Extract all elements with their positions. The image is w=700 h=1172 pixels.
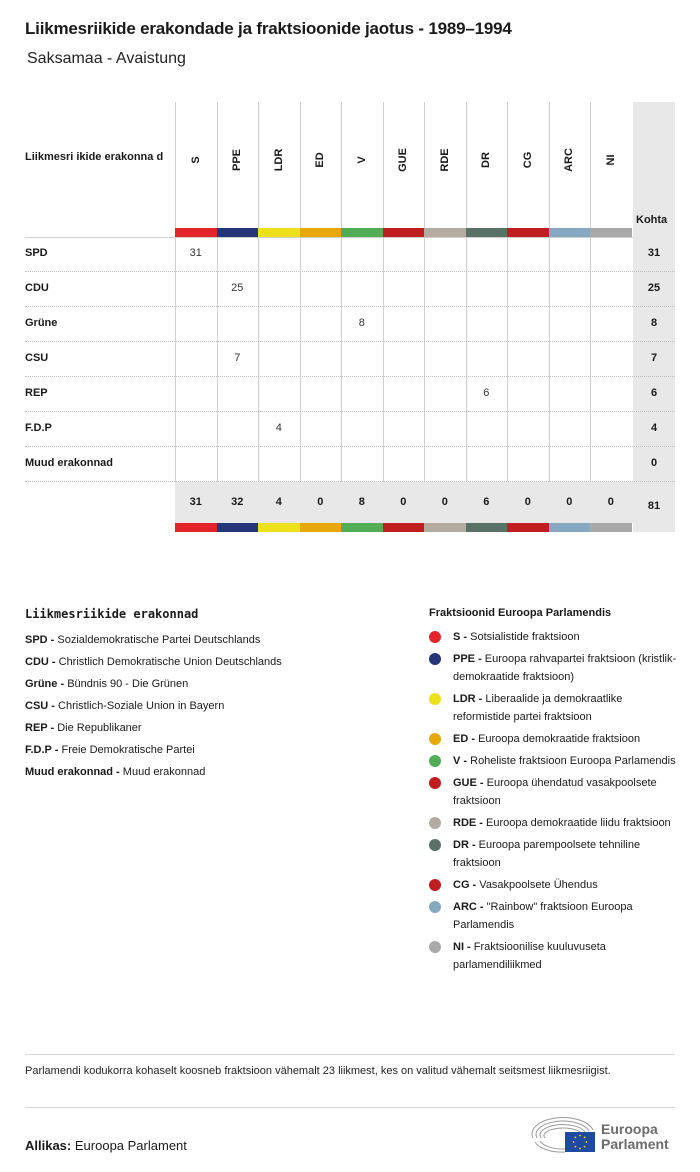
group-color-bar (383, 228, 425, 237)
group-legend-item: DR - Euroopa parempoolsete tehniline fraktsioon (429, 836, 679, 872)
group-color-bar (549, 228, 591, 237)
group-legend-item: PPE - Euroopa rahvapartei fraktsioon (kristlik-demokraatide fraktsioon) (429, 650, 679, 686)
group-legend-title: Fraktsioonid Euroopa Parlamendis (429, 607, 612, 619)
column-header-rde: RDE (438, 148, 451, 172)
table-cell: 25 (231, 282, 244, 294)
group-color-bar (175, 228, 217, 237)
column-header-ldr: LDR (272, 148, 285, 172)
table-row (25, 237, 675, 272)
logo-text: Euroopa Parlament (601, 1121, 669, 1152)
column-total: 0 (607, 496, 614, 508)
group-legend-item: S - Sotsialistide fraktsioon (429, 628, 679, 646)
group-legend-item: ED - Euroopa demokraatide fraktsioon (429, 730, 679, 748)
row-total: 7 (650, 352, 658, 364)
grand-total: 81 (647, 500, 661, 512)
group-legend-item: ARC - "Rainbow" fraktsioon Euroopa Parlamendis (429, 898, 679, 934)
row-total: 0 (650, 457, 658, 469)
color-dot-icon (429, 755, 441, 767)
row-label: CSU (25, 352, 49, 364)
row-total: 31 (647, 247, 661, 259)
column-header-ppe: PPE (231, 148, 244, 172)
table-cell: 4 (275, 422, 282, 434)
group-legend (429, 607, 679, 978)
group-legend-item: NI - Fraktsioonilise kuuluvuseta parlamendiliikmed (429, 938, 679, 974)
table-row (25, 447, 675, 482)
column-total: 32 (231, 496, 244, 508)
group-color-bar (258, 523, 300, 532)
table-cell: 31 (189, 247, 202, 259)
column-total: 0 (566, 496, 573, 508)
color-dot-icon (429, 817, 441, 829)
source-label: Allikas: (25, 1138, 72, 1153)
color-dot-icon (429, 777, 441, 789)
column-header-ni: NI (604, 154, 617, 166)
group-legend-item: GUE - Euroopa ühendatud vasakpoolsete fraktsioon (429, 774, 679, 810)
table-row (25, 412, 675, 447)
row-label: F.D.P (25, 422, 52, 434)
group-color-bar (590, 523, 632, 532)
party-legend-item: F.D.P - Freie Demokratische Partei (25, 744, 195, 756)
column-total: 31 (189, 496, 202, 508)
row-header-label: Liikmesri ikide erakonna d (25, 151, 164, 163)
row-label: REP (25, 387, 48, 399)
row-total: 8 (650, 317, 658, 329)
group-legend-item: RDE - Euroopa demokraatide liidu fraktsioon (429, 814, 679, 832)
color-dot-icon (429, 839, 441, 851)
group-color-bar (466, 228, 508, 237)
group-color-bar (507, 228, 549, 237)
group-color-bar (424, 228, 466, 237)
group-color-bar (341, 228, 383, 237)
party-legend-item: Grüne - Bündnis 90 - Die Grünen (25, 678, 189, 690)
column-total: 0 (317, 496, 324, 508)
row-label: Grüne (25, 317, 58, 329)
column-header-s: S (189, 156, 202, 164)
table-row (25, 342, 675, 377)
column-header-cg: CG (521, 151, 534, 169)
group-legend-item: V - Roheliste fraktsioon Euroopa Parlamendis (429, 752, 679, 770)
row-total: 6 (650, 387, 658, 399)
chart-title: Liikmesriikide erakondade ja fraktsioonide jaotus - 1989–1994 (25, 19, 512, 38)
party-legend-item: CDU - Christlich Demokratische Union Deutschlands (25, 656, 282, 668)
group-color-bar (175, 523, 217, 532)
party-legend-title: Liikmesriikide erakonnad (25, 607, 199, 621)
group-color-bar (217, 523, 259, 532)
group-color-bar (217, 228, 259, 237)
color-dot-icon (429, 879, 441, 891)
group-color-bar (549, 523, 591, 532)
european-parliament-logo (531, 1116, 676, 1156)
group-color-bar (300, 523, 342, 532)
column-header-gue: GUE (397, 148, 410, 172)
group-color-bar (383, 523, 425, 532)
color-dot-icon (429, 941, 441, 953)
table-row (25, 272, 675, 307)
column-header-ed: ED (314, 152, 327, 168)
party-legend-item: SPD - Sozialdemokratische Partei Deutschlands (25, 634, 261, 646)
row-label: CDU (25, 282, 49, 294)
total-column-label: Kohta (636, 214, 668, 226)
group-color-bar (466, 523, 508, 532)
color-dot-icon (429, 901, 441, 913)
column-header-v: V (355, 156, 368, 164)
table-row (25, 377, 675, 412)
group-legend-item: CG - Vasakpoolsete Ühendus (429, 876, 679, 894)
table-cell: 7 (234, 352, 241, 364)
group-color-bar (341, 523, 383, 532)
party-legend-item: Muud erakonnad - Muud erakonnad (25, 766, 206, 778)
table-row (25, 307, 675, 342)
hemicycle-icon (531, 1116, 597, 1156)
row-total: 4 (650, 422, 658, 434)
table-cell: 6 (483, 387, 490, 399)
party-legend-item: REP - Die Republikaner (25, 722, 142, 734)
table-cell: 8 (358, 317, 365, 329)
column-total: 0 (524, 496, 531, 508)
column-total: 4 (275, 496, 282, 508)
color-dot-icon (429, 693, 441, 705)
column-header-dr: DR (480, 152, 493, 168)
source-value: Euroopa Parlament (74, 1138, 187, 1153)
group-color-bar (300, 228, 342, 237)
party-legend (25, 607, 405, 783)
color-dot-icon (429, 653, 441, 665)
column-total: 0 (441, 496, 448, 508)
group-color-bar (507, 523, 549, 532)
party-legend-item: CSU - Christlich-Soziale Union in Bayern (25, 700, 225, 712)
color-dot-icon (429, 733, 441, 745)
chart-subtitle: Saksamaa - Avaistung (27, 50, 186, 67)
footnote: Parlamendi kodukorra kohaselt koosneb fraktsioon vähemalt 23 liikmest, kes on valitud vähemalt seitsmest liikmesriigist. (25, 1065, 611, 1077)
column-total: 6 (483, 496, 490, 508)
group-color-bar (424, 523, 466, 532)
divider (25, 1107, 675, 1108)
column-header-arc: ARC (563, 148, 576, 172)
group-color-bar (258, 228, 300, 237)
row-label: Muud erakonnad (25, 457, 114, 469)
divider (25, 1054, 675, 1055)
row-total: 25 (647, 282, 661, 294)
column-total: 0 (400, 496, 407, 508)
group-color-bar (590, 228, 632, 237)
row-label: SPD (25, 247, 48, 259)
group-legend-item: LDR - Liberaalide ja demokraatlike reformistide partei fraktsioon (429, 690, 679, 726)
column-total: 8 (358, 496, 365, 508)
color-dot-icon (429, 631, 441, 643)
source (25, 1138, 187, 1153)
